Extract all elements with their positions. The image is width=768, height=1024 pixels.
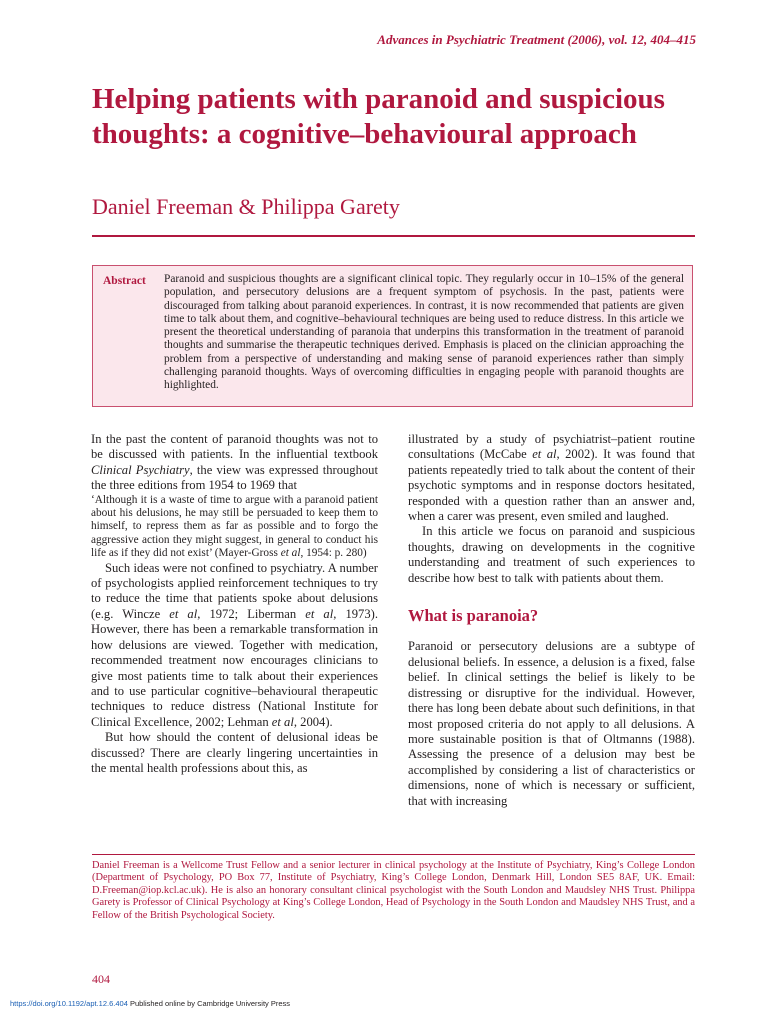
block-quote: ‘Although it is a waste of time to argue with a paranoid patient about his delusions, he may still be persuaded to keep them to himself, to repress them as far as possible and to forgo the aggressive action they might suggest, in general to conduct his life as if they did not exist’ (Mayer-Gross et al, 1954: p. 280) <box>91 493 378 560</box>
paragraph: Paranoid or persecutory delusions are a subtype of delusional beliefs. In essence, a delusion is a fixed, false belief. In clinical settings the belief is likely to be distressing or disruptive for the individual. However, there has long been debate about such definitions, in that most proposed criteria do not apply to all delusions. A more sustainable position is that of Oltmanns (1988). Assessing the presence of a delusion may best be accomplished by considering a list of characteristics or dimensions, none of which is necessary or sufficient, that with increasing <box>408 639 695 808</box>
doi-line <box>10 999 290 1008</box>
author-footnote: Daniel Freeman is a Wellcome Trust Fellow and a senior lecturer in clinical psychology at the Institute of Psychiatry, King’s College London (Department of Psychology, PO Box 77, Institute of Psychiatry, King’s College London, Denmark Hill, London SE5 8AF, UK. Email: D.Freeman@iop.kcl.ac.uk). He is also an honorary consultant clinical psychologist with the South London and Maudsley NHS Trust. Philippa Garety is Professor of Clinical Psychology at King’s College London, Head of Psychology in the South London and Maudsley NHS Trust, and a Fellow of the British Psychological Society. <box>92 860 695 921</box>
article-title: Helping patients with paranoid and suspicious thoughts: a cognitive–behavioural approach <box>92 83 665 150</box>
page-number: 404 <box>92 972 110 986</box>
paragraph: Such ideas were not confined to psychiatry. A number of psychologists applied reinforcement techniques to try to reduce the time that patients spoke about delusions (e.g. Wincze et al, 1972; Liberman et al, 1973). However, there has been a remarkable transformation in how delusions are viewed. Together with medication, recommended treatment now encourages clinicians to give most patients time to talk about their experiences and to use particular cognitive–behavioural therapeutic techniques to reduce distress (National Institute for Clinical Excellence, 2002; Lehman et al, 2004). <box>91 560 378 729</box>
abstract-label: Abstract <box>103 275 146 287</box>
paragraph: In the past the content of paranoid thoughts was not to be discussed with patients. In the influential textbook Clinical Psychiatry, the view was expressed throughout the three editions from 1954 to 1969 that <box>91 432 378 493</box>
doi-link[interactable]: https://doi.org/10.1192/apt.12.6.404 <box>10 999 128 1008</box>
paragraph: But how should the content of delusional ideas be discussed? There are clearly lingering uncertainties in the mental health professions about this, as <box>91 730 378 775</box>
journal-reference: Advances in Psychiatric Treatment (2006), vol. 12, 404–415 <box>377 32 696 47</box>
paragraph: illustrated by a study of psychiatrist–patient routine consultations (McCabe et al, 2002). It was found that patients repeatedly tried to talk about the content of their psychotic symptoms and in response doctors hesitated, responded with a question rather than an answer and, when a carer was present, even smiled and laughed. <box>408 432 695 524</box>
abstract-text: Paranoid and suspicious thoughts are a significant clinical topic. They regularly occur in 10–15% of the general population, and persecutory delusions are a frequent symptom of psychosis. In the past, patients were discouraged from talking about paranoid experiences. In contrast, it is now recommended that patients are given time to talk about them, and cognitive–behavioural techniques are being used to reduce distress. In this article we present the theoretical understanding of paranoia that underpins this transformation in the treatment of paranoid thoughts and summarise the therapeutic techniques derived. Emphasis is placed on the clinician approaching the problem from a perspective of understanding and making sense of paranoid experiences rather than simply challenging paranoid thoughts. Ways of overcoming difficulties in engaging people with paranoid thoughts are highlighted. <box>164 273 684 392</box>
publisher-note: Published online by Cambridge University Press <box>127 999 291 1008</box>
article-authors: Daniel Freeman & Philippa Garety <box>92 194 400 219</box>
title-divider <box>92 235 695 237</box>
body-column-right <box>408 432 695 809</box>
body-column-left <box>91 432 378 776</box>
paragraph: In this article we focus on paranoid and suspicious thoughts, drawing on developments in the cognitive understanding and treatment of such experiences to describe how best to talk with patients about them. <box>408 524 695 585</box>
footnote-divider <box>92 854 695 855</box>
section-heading: What is paranoia? <box>408 606 539 626</box>
